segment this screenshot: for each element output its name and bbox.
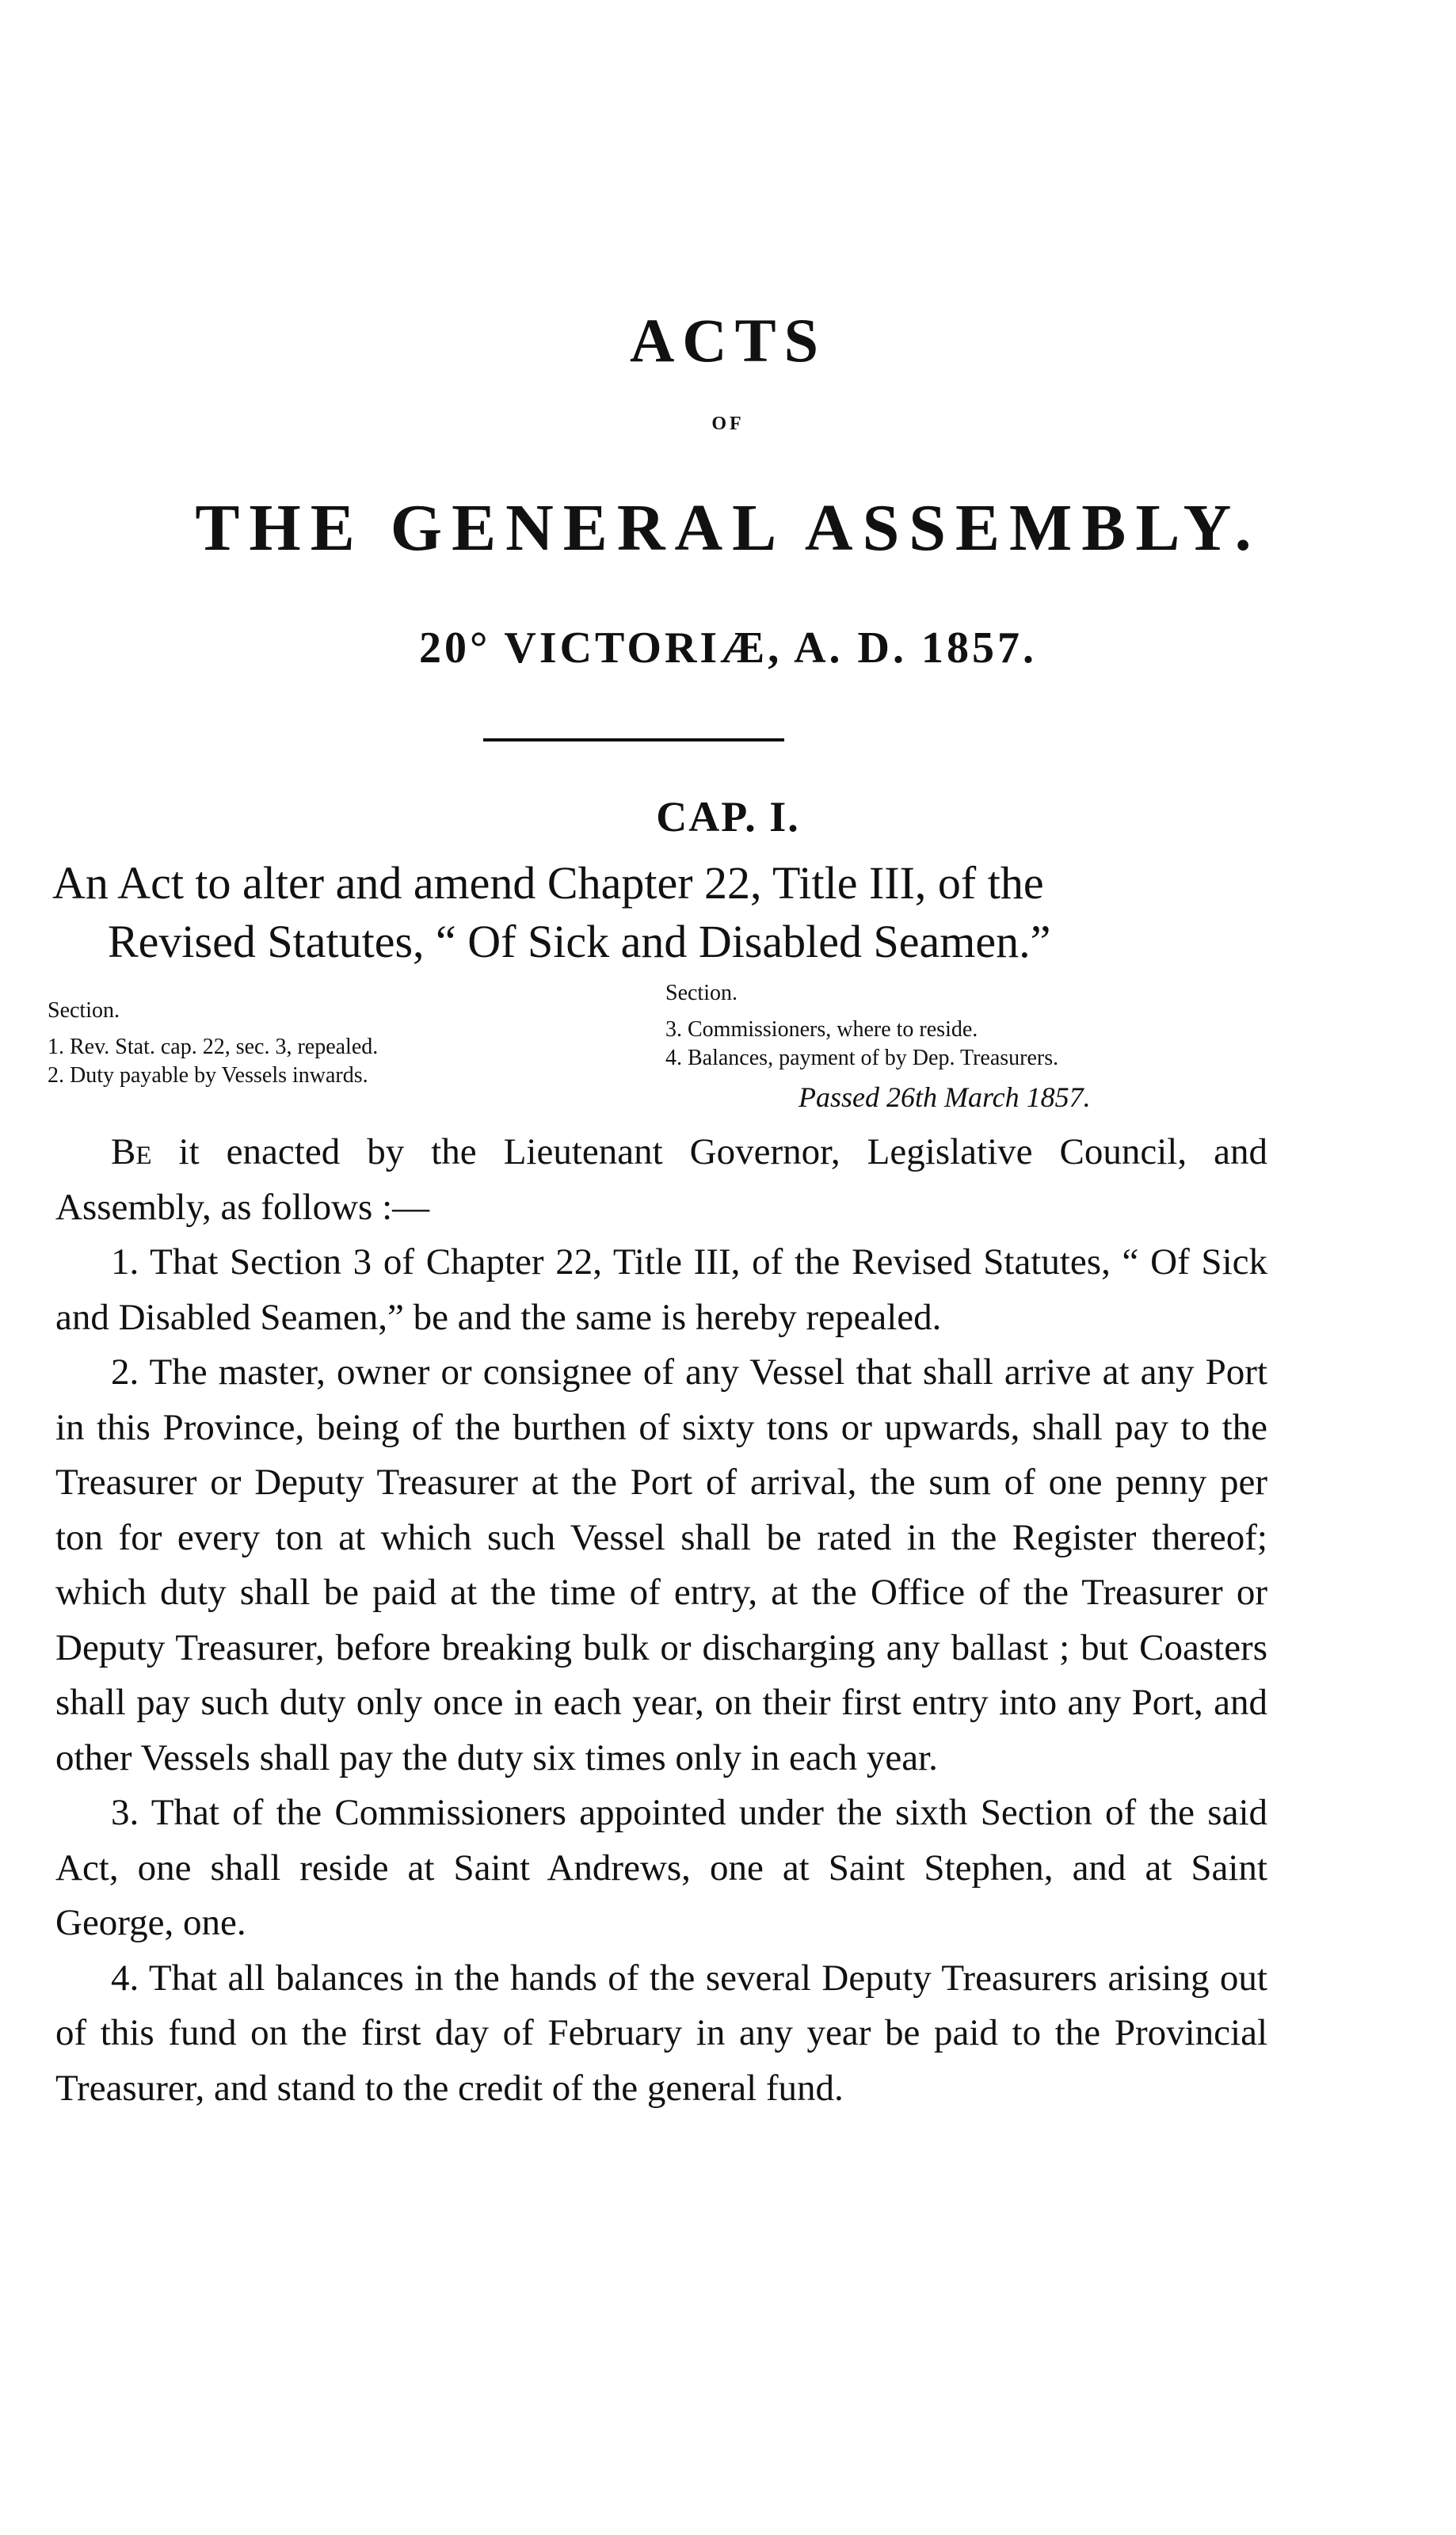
section-paragraph: 2. The master, owner or consignee of any Vessel that shall arrive at any Port in this Province, being of the burthen of sixty tons or upwards, shall pay to the Treasurer or Deputy Treasurer at the Port of arrival, the sum of one penny per ton for every ton at which such Vessel shall be rated in the Register thereof; which duty shall be paid at the time of entry, at the Office of the Treasurer or Deputy Treasurer, before breaking bulk or discharging any ballast ; but Coasters shall pay such duty only once in each year, on their first entry into any Port, and other Vessels shall pay the duty six times only in each year. <box>55 1351 1267 1778</box>
act-title <box>52 854 1256 971</box>
enacting-lead-word: Be <box>111 1131 152 1172</box>
chapter-heading: CAP. I. <box>656 793 800 841</box>
section-paragraph: 3. That of the Commissioners appointed under the sixth Section of the said Act, one shall reside at Saint Andrews, one at Saint Stephen, and at Saint George, one. <box>55 1792 1267 1943</box>
contents-item: 4. Balances, payment of by Dep. Treasurers. <box>665 1046 1059 1070</box>
act-title-line: An Act to alter and amend Chapter 22, Title III, of the <box>52 857 1044 909</box>
section-paragraph: 4. That all balances in the hands of the several Deputy Treasurers arising out of this fund on the first day of February in any year be paid to the Provincial Treasurer, and stand to the credit of the general fund. <box>55 1957 1267 2109</box>
contents-heading: Section. <box>665 981 738 1005</box>
act-title-line: Revised Statutes, “ Of Sick and Disabled Seamen.” <box>108 916 1051 967</box>
regnal-year: 20° VICTORIÆ, A. D. 1857. <box>419 623 1037 673</box>
section-paragraph: 1. That Section 3 of Chapter 22, Title III, of the Revised Statutes, “ Of Sick and Disabled Seamen,” be and the same is hereby repealed. <box>55 1241 1267 1338</box>
act-body <box>55 1125 1267 2116</box>
enacting-clause <box>55 1125 1267 1235</box>
passed-date: Passed 26th March 1857. <box>799 1081 1091 1113</box>
contents-item: 2. Duty payable by Vessels inwards. <box>48 1063 368 1088</box>
of-word: OF <box>711 414 745 434</box>
contents-left-column <box>48 997 602 1090</box>
contents-heading: Section. <box>48 998 120 1023</box>
enacting-text: it enacted by the Lieutenant Governor, Legislative Council, and Assembly, as follows :— <box>55 1131 1267 1228</box>
general-assembly-title: THE GENERAL ASSEMBLY. <box>195 491 1261 565</box>
contents-right-column <box>665 979 1299 1073</box>
contents-item: 3. Commissioners, where to reside. <box>665 1017 978 1042</box>
acts-title: ACTS <box>629 306 827 375</box>
title-divider <box>483 738 784 741</box>
contents-item: 1. Rev. Stat. cap. 22, sec. 3, repealed. <box>48 1035 379 1059</box>
